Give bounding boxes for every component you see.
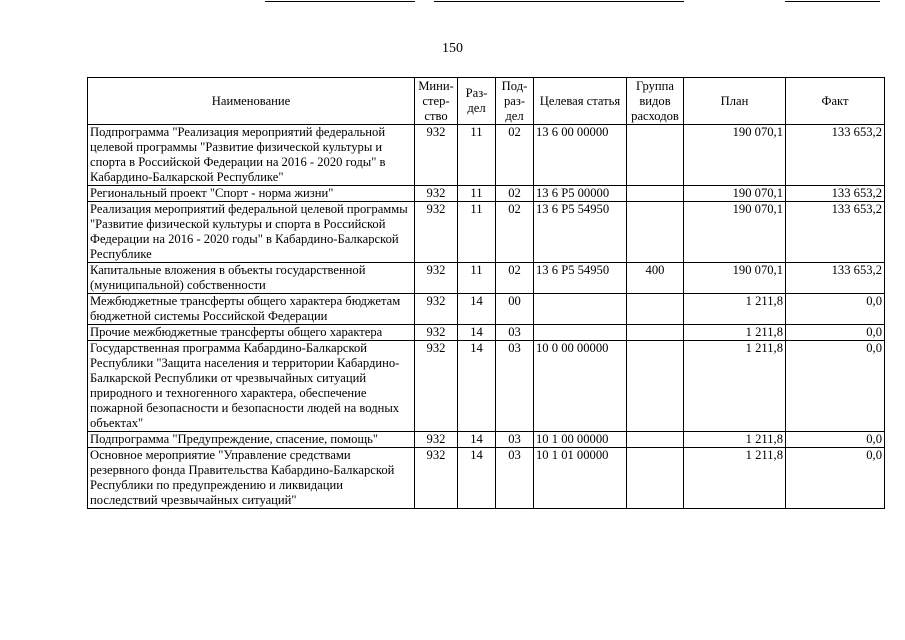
row-target: 13 6 00 00000 <box>534 125 627 186</box>
row-subsection: 02 <box>496 186 534 202</box>
row-section: 14 <box>458 325 496 341</box>
row-ministry: 932 <box>415 294 458 325</box>
row-subsection: 02 <box>496 202 534 263</box>
table-row <box>88 125 885 186</box>
table-row <box>88 432 885 448</box>
row-fact: 0,0 <box>786 294 885 325</box>
header-section: Раз-дел <box>458 78 496 125</box>
table-row <box>88 448 885 509</box>
row-fact: 133 653,2 <box>786 186 885 202</box>
table-row <box>88 325 885 341</box>
row-plan: 190 070,1 <box>684 125 786 186</box>
row-name: Подпрограмма "Предупреждение, спасение, помощь" <box>88 432 415 448</box>
row-name: Межбюджетные трансферты общего характера бюджетам бюджетной системы Российской Федерации <box>88 294 415 325</box>
top-edge-lines <box>0 0 905 4</box>
row-target: 10 1 01 00000 <box>534 448 627 509</box>
row-subsection: 03 <box>496 341 534 432</box>
row-target <box>534 325 627 341</box>
row-plan: 1 211,8 <box>684 432 786 448</box>
row-section: 14 <box>458 294 496 325</box>
row-ministry: 932 <box>415 263 458 294</box>
row-section: 11 <box>458 125 496 186</box>
table-row <box>88 294 885 325</box>
row-subsection: 03 <box>496 432 534 448</box>
budget-table <box>87 77 885 509</box>
table-row <box>88 202 885 263</box>
row-plan: 190 070,1 <box>684 202 786 263</box>
row-name: Капитальные вложения в объекты государственной (муниципальной) собственности <box>88 263 415 294</box>
row-target <box>534 294 627 325</box>
table-header-row <box>88 78 885 125</box>
header-fact: Факт <box>786 78 885 125</box>
row-name: Государственная программа Кабардино-Балкарской Республики "Защита населения и территории Кабардино-Балкарской Республики от чрезвычайных ситуаций природного и техногенного характера, обеспечение пожарной безопасности и безопасности людей на водных объектах" <box>88 341 415 432</box>
row-section: 14 <box>458 432 496 448</box>
row-section: 11 <box>458 263 496 294</box>
row-plan: 1 211,8 <box>684 448 786 509</box>
row-group <box>627 125 684 186</box>
header-group: Группа видов расходов <box>627 78 684 125</box>
row-plan: 1 211,8 <box>684 294 786 325</box>
row-fact: 133 653,2 <box>786 263 885 294</box>
row-name: Региональный проект "Спорт - норма жизни" <box>88 186 415 202</box>
row-ministry: 932 <box>415 432 458 448</box>
row-section: 11 <box>458 186 496 202</box>
row-section: 14 <box>458 448 496 509</box>
row-subsection: 03 <box>496 325 534 341</box>
header-target: Целевая статья <box>534 78 627 125</box>
row-ministry: 932 <box>415 448 458 509</box>
row-fact: 133 653,2 <box>786 202 885 263</box>
row-subsection: 02 <box>496 125 534 186</box>
row-fact: 0,0 <box>786 432 885 448</box>
row-section: 11 <box>458 202 496 263</box>
row-target: 10 1 00 00000 <box>534 432 627 448</box>
row-plan: 1 211,8 <box>684 341 786 432</box>
table-row <box>88 186 885 202</box>
row-target: 13 6 Р5 54950 <box>534 202 627 263</box>
row-ministry: 932 <box>415 125 458 186</box>
row-subsection: 00 <box>496 294 534 325</box>
row-target: 10 0 00 00000 <box>534 341 627 432</box>
row-group: 400 <box>627 263 684 294</box>
row-group <box>627 186 684 202</box>
row-group <box>627 432 684 448</box>
row-group <box>627 448 684 509</box>
row-target: 13 6 Р5 54950 <box>534 263 627 294</box>
row-ministry: 932 <box>415 341 458 432</box>
table-row <box>88 263 885 294</box>
row-ministry: 932 <box>415 186 458 202</box>
row-group <box>627 202 684 263</box>
row-target: 13 6 Р5 00000 <box>534 186 627 202</box>
row-group <box>627 341 684 432</box>
table-row <box>88 341 885 432</box>
row-group <box>627 294 684 325</box>
row-ministry: 932 <box>415 202 458 263</box>
row-name: Основное мероприятие "Управление средствами резервного фонда Правительства Кабардино-Балкарской Республики по предупреждению и ликвидации последствий чрезвычайных ситуаций" <box>88 448 415 509</box>
row-name: Прочие межбюджетные трансферты общего характера <box>88 325 415 341</box>
header-ministry: Мини-стер-ство <box>415 78 458 125</box>
row-plan: 1 211,8 <box>684 325 786 341</box>
row-name: Подпрограмма "Реализация мероприятий федеральной целевой программы "Развитие физической культуры и спорта в Российской Федерации на 2016 - 2020 годы" в Кабардино-Балкарской Республике" <box>88 125 415 186</box>
row-group <box>627 325 684 341</box>
row-name: Реализация мероприятий федеральной целевой программы "Развитие физической культуры и спорта в Российской Федерации на 2016 - 2020 годы" в Кабардино-Балкарской Республике <box>88 202 415 263</box>
row-plan: 190 070,1 <box>684 263 786 294</box>
header-name: Наименование <box>88 78 415 125</box>
row-ministry: 932 <box>415 325 458 341</box>
row-subsection: 02 <box>496 263 534 294</box>
row-fact: 0,0 <box>786 325 885 341</box>
row-subsection: 03 <box>496 448 534 509</box>
header-subsection: Под-раз-дел <box>496 78 534 125</box>
row-fact: 133 653,2 <box>786 125 885 186</box>
header-plan: План <box>684 78 786 125</box>
row-plan: 190 070,1 <box>684 186 786 202</box>
row-section: 14 <box>458 341 496 432</box>
row-fact: 0,0 <box>786 448 885 509</box>
page-number: 150 <box>442 41 463 56</box>
row-fact: 0,0 <box>786 341 885 432</box>
